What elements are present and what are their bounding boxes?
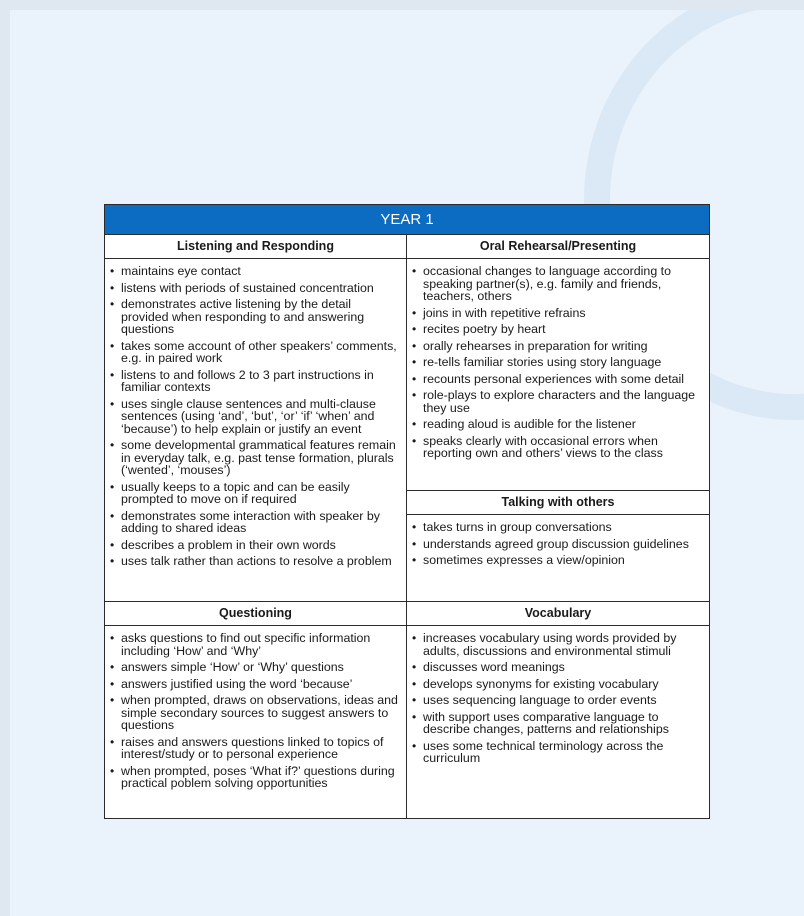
list-item: • uses sequencing language to order events [412,694,703,707]
list-item: • when prompted, poses ‘What if?’ questions during practical poblem solving opportunities [110,765,400,790]
oral-section [407,259,709,490]
list-item: • asks questions to find out specific information including ‘How’ and ‘Why’ [110,632,400,657]
list-item: • some developmental grammatical features remain in everyday talk, e.g. past tense formation, plurals (‘wented’, ‘mouses’) [110,439,400,477]
list-item: • answers justified using the word ‘because’ [110,678,400,691]
list-item: • answers simple ‘How’ or ‘Why’ questions [110,661,400,674]
list-item: • uses talk rather than actions to resolve a problem [110,555,400,568]
list-item: • listens to and follows 2 to 3 part instructions in familiar contexts [110,369,400,394]
questioning-list [105,626,406,802]
list-item: • reading aloud is audible for the listener [412,418,703,431]
talking-list [407,515,709,579]
list-item: • sometimes expresses a view/opinion [412,554,703,567]
list-item: • orally rehearses in preparation for writing [412,340,703,353]
oral-and-talking-cell [407,259,710,602]
list-item: • increases vocabulary using words provided by adults, discussions and environmental stimuli [412,632,703,657]
list-item: • speaks clearly with occasional errors when reporting own and others’ views to the class [412,435,703,460]
talking-heading: Talking with others [407,490,709,515]
list-item: • discusses word meanings [412,661,703,674]
list-item: • usually keeps to a topic and can be easily prompted to move on if required [110,481,400,506]
list-item: • maintains eye contact [110,265,400,278]
list-item: • demonstrates active listening by the detail provided when responding to and answering questions [110,298,400,336]
list-item: • recites poetry by heart [412,323,703,336]
list-item: • takes turns in group conversations [412,521,703,534]
list-item: • uses single clause sentences and multi-clause sentences (using ‘and’, ‘but’, ‘or’ ‘if’ ‘when’ and ‘because’) to help explain or justify an event [110,398,400,436]
oral-list [407,259,709,472]
list-item: • raises and answers questions linked to topics of interest/study or to personal experience [110,736,400,761]
list-item: • joins in with repetitive refrains [412,307,703,320]
year-title: YEAR 1 [105,205,710,235]
list-item: • with support uses comparative language to describe changes, patterns and relationships [412,711,703,736]
list-item: • recounts personal experiences with some detail [412,373,703,386]
list-item: • listens with periods of sustained concentration [110,282,400,295]
list-item: • when prompted, draws on observations, ideas and simple secondary sources to suggest answers to questions [110,694,400,732]
list-item: • describes a problem in their own words [110,539,400,552]
listening-cell [105,259,407,602]
list-item: • takes some account of other speakers’ comments, e.g. in paired work [110,340,400,365]
list-item: • occasional changes to language according to speaking partner(s), e.g. family and friends, teachers, others [412,265,703,303]
list-item: • re-tells familiar stories using story language [412,356,703,369]
vocabulary-list [407,626,709,777]
listening-heading: Listening and Responding [105,235,407,259]
questioning-heading: Questioning [105,602,407,626]
list-item: • demonstrates some interaction with speaker by adding to shared ideas [110,510,400,535]
list-item: • role-plays to explore characters and the language they use [412,389,703,414]
document-page [10,10,804,916]
list-item: • uses some technical terminology across the curriculum [412,740,703,765]
vocabulary-heading: Vocabulary [407,602,710,626]
vocabulary-cell [407,626,710,819]
listening-list [105,259,406,580]
oral-heading: Oral Rehearsal/Presenting [407,235,710,259]
questioning-cell [105,626,407,819]
year-1-table [104,204,710,819]
list-item: • understands agreed group discussion guidelines [412,538,703,551]
list-item: • develops synonyms for existing vocabulary [412,678,703,691]
